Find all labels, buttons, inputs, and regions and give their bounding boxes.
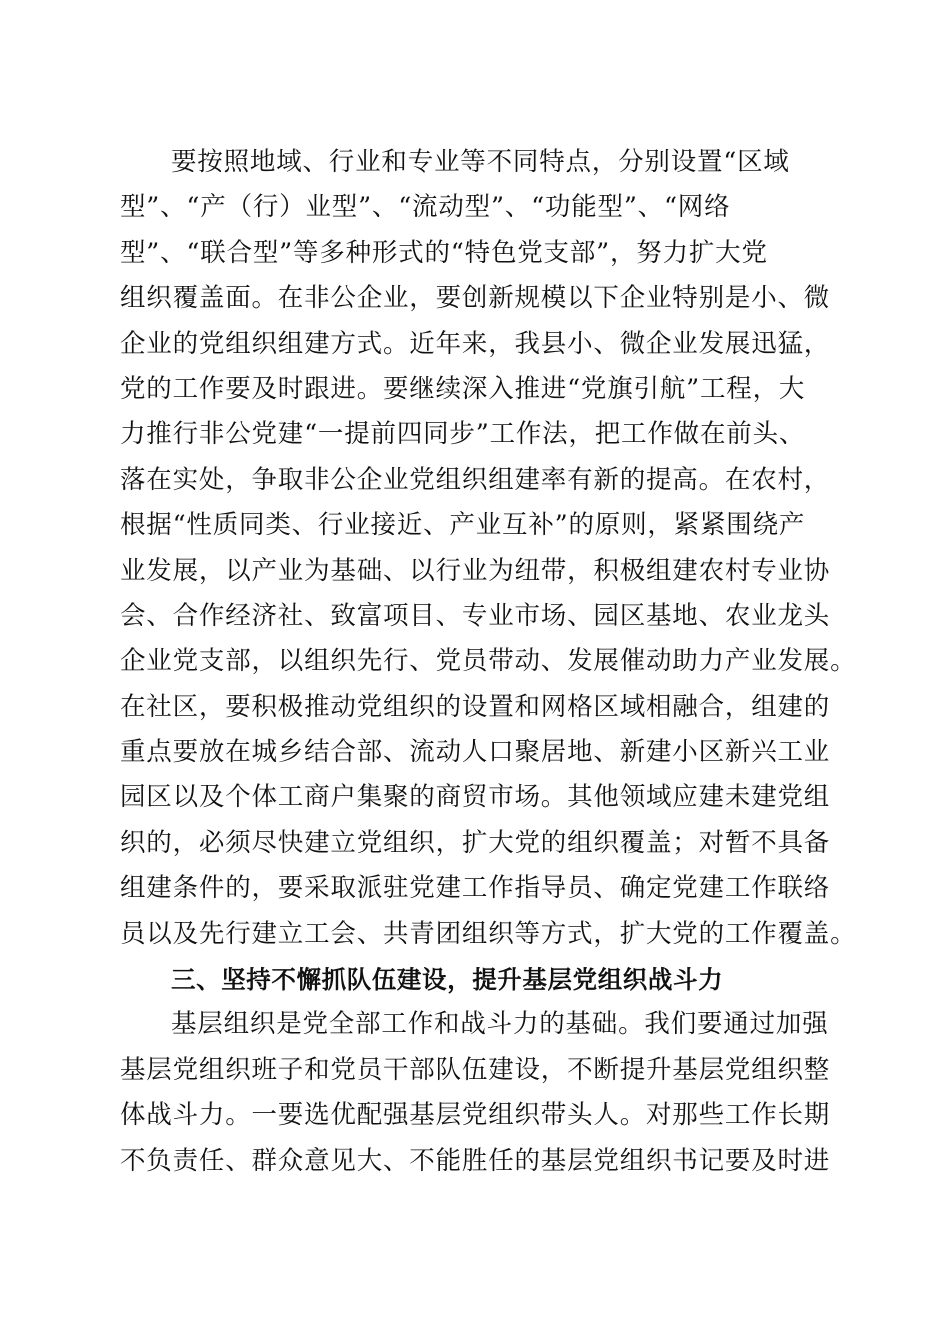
paragraph-1-line-1: 要按照地域、行业和专业等不同特点，分别设置“区域 [171, 147, 790, 177]
paragraph-1-line-6: 党的工作要及时跟进。要继续深入推进“党旗引航”工程，大 [120, 373, 806, 404]
section-heading-3: 三、坚持不懈抓队伍建设，提升基层党组织战斗力 [171, 965, 724, 995]
paragraph-1-line-10: 业发展，以产业为基础、以行业为纽带，积极组建农村专业协 [120, 555, 831, 586]
paragraph-1-line-13: 在社区，要积极推动党组织的设置和网格区域相融合，组建的 [120, 691, 831, 722]
paragraph-1-line-17: 组建条件的，要采取派驻党建工作指导员、确定党建工作联络 [120, 873, 831, 904]
paragraph-2-line-4: 不负责任、群众意见大、不能胜任的基层党组织书记要及时进 [120, 1145, 831, 1176]
paragraph-2-line-2: 基层党组织班子和党员干部队伍建设，不断提升基层党组织整 [120, 1054, 831, 1085]
paragraph-2-line-1: 基层组织是党全部工作和战斗力的基础。我们要通过加强 [171, 1009, 829, 1040]
paragraph-1-line-7: 力推行非公党建“一提前四同步”工作法，把工作做在前头、 [120, 419, 806, 450]
paragraph-1-line-18: 员以及先行建立工会、共青团组织等方式，扩大党的工作覆盖。 [120, 918, 857, 949]
paragraph-1-line-12: 企业党支部，以组织先行、党员带动、发展催动助力产业发展。 [120, 646, 857, 677]
paragraph-1-line-4: 组织覆盖面。在非公企业，要创新规模以下企业特别是小、微 [120, 283, 831, 314]
paragraph-1-line-11: 会、合作经济社、致富项目、专业市场、园区基地、农业龙头 [120, 600, 831, 631]
paragraph-1-line-15: 园区以及个体工商户集聚的商贸市场。其他领域应建未建党组 [120, 782, 831, 813]
paragraph-2-line-3: 体战斗力。一要选优配强基层党组织带头人。对那些工作长期 [120, 1100, 831, 1131]
paragraph-1-line-5: 企业的党组织组建方式。近年来，我县小、微企业发展迅猛， [120, 328, 831, 359]
document-body [120, 140, 857, 1184]
paragraph-1-line-9: 根据“性质同类、行业接近、产业互补”的原则，紧紧围绕产 [120, 510, 806, 541]
paragraph-1-line-8: 落在实处，争取非公企业党组织组建率有新的提高。在农村， [120, 464, 831, 495]
paragraph-1-line-14: 重点要放在城乡结合部、流动人口聚居地、新建小区新兴工业 [120, 737, 831, 768]
paragraph-1-line-3: 型”、“联合型”等多种形式的“特色党支部”，努力扩大党 [120, 237, 768, 268]
paragraph-1-line-2: 型”、“产（行）业型”、“流动型”、“功能型”、“网络 [120, 192, 731, 223]
paragraph-1-line-16: 织的，必须尽快建立党组织，扩大党的组织覆盖；对暂不具备 [120, 827, 831, 858]
